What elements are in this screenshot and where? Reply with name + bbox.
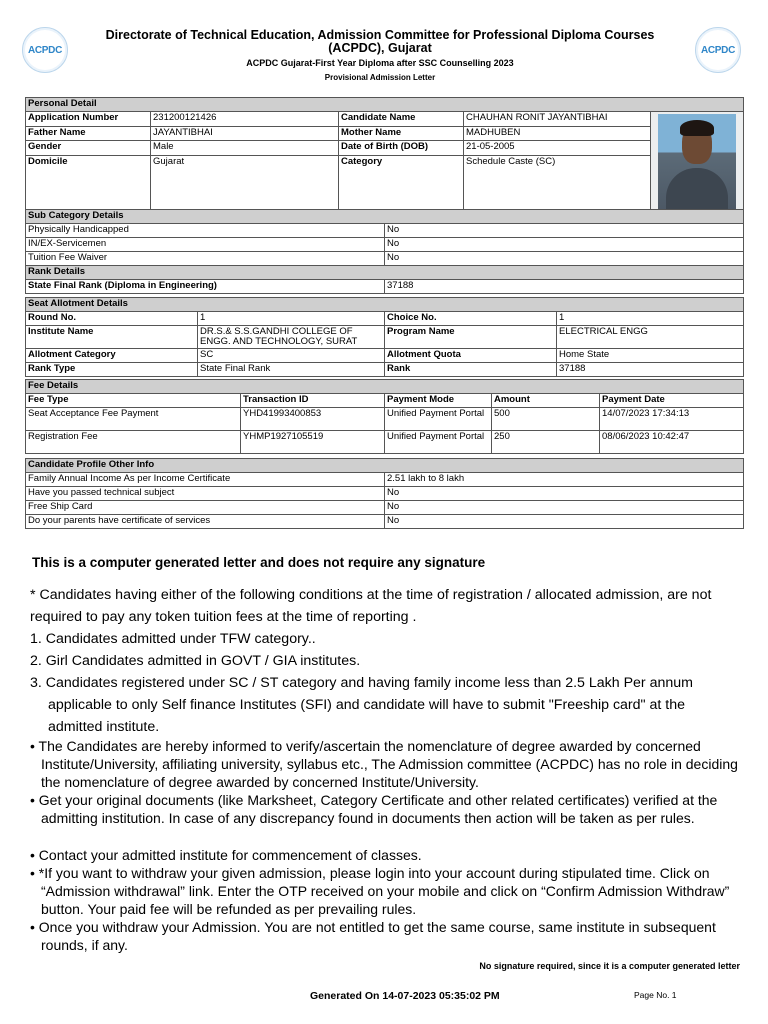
condition-item: 3. Candidates registered under SC / ST category and having family income less than 2.5 Lakh Per annum applicable to only Self finance Institutes (SFI) and candidate will have to submit "Freeship card" at the admitted institute.: [30, 675, 693, 735]
subcategory-table: [25, 209, 744, 294]
bullet-item: • Contact your admitted institute for commencement of classes.: [30, 847, 422, 863]
subcat-value: No: [385, 224, 744, 238]
transaction-id: YHD41993400853: [241, 408, 385, 431]
rank: 37188: [557, 363, 744, 377]
condition-item: 2. Girl Candidates admitted in GOVT / GIA institutes.: [30, 653, 361, 669]
table-row: [26, 431, 744, 454]
footer-no-signature: No signature required, since it is a computer generated letter: [479, 961, 740, 971]
program-name: ELECTRICAL ENGG: [557, 326, 744, 349]
bullet-text: Get your original documents (like Marksheet, Category Certificate and other related certificates) verified at the admitting institution. In case of any discrepancy found in documents then action will be taken as per rules.: [38, 792, 718, 826]
candidate-photo: [658, 114, 736, 210]
section-header: Candidate Profile Other Info: [26, 459, 744, 473]
bullet-text: Once you withdraw your Admission. You are not entitled to get the same course, same institute in subsequent rounds, if any.: [38, 919, 716, 953]
section-header: Fee Details: [26, 380, 744, 394]
application-number: 231200121426: [151, 112, 339, 127]
field-label: Domicile: [26, 156, 151, 211]
bullet-text: *If you want to withdraw your given admission, please login into your account during stipulated time. Click on “Admission withdrawal” link. Enter the OTP received on your mobile and click on “Confirm Admission Withdraw” button. Your paid fee will be refunded as per prevailing rules.: [38, 865, 730, 917]
allotment-category: SC: [198, 349, 385, 363]
transaction-id: YHMP1927105519: [241, 431, 385, 454]
rank-label: State Final Rank (Diploma in Engineering): [26, 280, 385, 294]
round-number: 1: [198, 312, 385, 326]
payment-mode: Unified Payment Portal: [385, 431, 492, 454]
father-name: JAYANTIBHAI: [151, 126, 339, 141]
document-title: Directorate of Technical Education, Admission Committee for Professional Diploma Courses (ACPDC), Gujarat: [105, 28, 655, 55]
seat-allotment-table: [25, 297, 744, 377]
amount: 500: [492, 408, 600, 431]
payment-date: 08/06/2023 10:42:47: [600, 431, 744, 454]
section-header: Seat Allotment Details: [26, 298, 744, 312]
column-header: Amount: [492, 394, 600, 408]
profile-value: No: [385, 487, 744, 501]
profile-label: Family Annual Income As per Income Certificate: [26, 473, 385, 487]
profile-value: No: [385, 515, 744, 529]
field-label: Rank Type: [26, 363, 198, 377]
fee-type: Registration Fee: [26, 431, 241, 454]
bullet-item: • Once you withdraw your Admission. You are not entitled to get the same course, same institute in subsequent rounds, if any.: [30, 919, 716, 953]
section-header: Rank Details: [26, 266, 744, 280]
column-header: Payment Mode: [385, 394, 492, 408]
personal-detail-table: [25, 97, 744, 211]
field-label: Allotment Quota: [385, 349, 557, 363]
field-label: Mother Name: [339, 126, 464, 141]
column-header: Fee Type: [26, 394, 241, 408]
subcat-value: No: [385, 238, 744, 252]
subcat-label: Physically Handicapped: [26, 224, 385, 238]
column-header: Payment Date: [600, 394, 744, 408]
bullet-item: • Get your original documents (like Marksheet, Category Certificate and other related certificates) verified at the admitting institution. In case of any discrepancy found in documents then action will be taken as per rules.: [30, 792, 718, 826]
state-final-rank: 37188: [385, 280, 744, 294]
table-row: [26, 408, 744, 431]
rank-type: State Final Rank: [198, 363, 385, 377]
condition-item: 1. Candidates admitted under TFW category..: [30, 631, 316, 647]
category: Schedule Caste (SC): [464, 156, 651, 211]
token-fee-intro: * Candidates having either of the following conditions at the time of registration / allocated admission, are not required to pay any token tuition fees at the time of reporting .: [30, 587, 712, 625]
generated-timestamp: Generated On 14-07-2023 05:35:02 PM: [310, 990, 500, 1002]
field-label: Allotment Category: [26, 349, 198, 363]
field-label: Application Number: [26, 112, 151, 127]
institute-name: DR.S.& S.S.GANDHI COLLEGE OF ENGG. AND TECHNOLOGY, SURAT: [198, 326, 385, 349]
acpdc-logo-left: ACPDC: [22, 27, 68, 73]
profile-label: Have you passed technical subject: [26, 487, 385, 501]
domicile: Gujarat: [151, 156, 339, 211]
no-signature-notice: This is a computer generated letter and does not require any signature: [32, 555, 486, 570]
acpdc-logo-right: ACPDC: [695, 27, 741, 73]
field-label: Round No.: [26, 312, 198, 326]
field-label: Gender: [26, 141, 151, 156]
gender: Male: [151, 141, 339, 156]
field-label: Program Name: [385, 326, 557, 349]
document-subtitle: ACPDC Gujarat-First Year Diploma after SSC Counselling 2023: [246, 58, 514, 68]
field-label: Date of Birth (DOB): [339, 141, 464, 156]
profile-value: No: [385, 501, 744, 515]
field-label: Choice No.: [385, 312, 557, 326]
payment-mode: Unified Payment Portal: [385, 408, 492, 431]
mother-name: MADHUBEN: [464, 126, 651, 141]
profile-value: 2.51 lakh to 8 lakh: [385, 473, 744, 487]
bullet-text: Contact your admitted institute for commencement of classes.: [38, 847, 422, 863]
choice-number: 1: [557, 312, 744, 326]
candidate-name: CHAUHAN RONIT JAYANTIBHAI: [464, 112, 651, 127]
field-label: Category: [339, 156, 464, 211]
fee-type: Seat Acceptance Fee Payment: [26, 408, 241, 431]
field-label: Institute Name: [26, 326, 198, 349]
amount: 250: [492, 431, 600, 454]
subcat-value: No: [385, 252, 744, 266]
profile-label: Free Ship Card: [26, 501, 385, 515]
letter-title: Provisional Admission Letter: [324, 73, 436, 82]
field-label: Father Name: [26, 126, 151, 141]
field-label: Rank: [385, 363, 557, 377]
bullet-item: • *If you want to withdraw your given admission, please login into your account during stipulated time. Click on “Admission withdrawal” link. Enter the OTP received on your mobile and click on “Confirm Admission Withdraw” button. Your paid fee will be refunded as per prevailing rules.: [30, 865, 730, 917]
section-header: Personal Detail: [26, 98, 744, 112]
payment-date: 14/07/2023 17:34:13: [600, 408, 744, 431]
bullet-item: • The Candidates are hereby informed to verify/ascertain the nomenclature of degree awarded by concerned Institute/University, affiliating university, syllabus etc., The Admission committee (ACPDC) has no role in deciding the nomenclature of degree awarded by concerned Institute/University.: [30, 738, 738, 790]
bullet-text: The Candidates are hereby informed to verify/ascertain the nomenclature of degree awarded by concerned Institute/University, affiliating university, syllabus etc., The Admission committee (ACPDC) has no role in deciding the nomenclature of degree awarded by concerned Institute/University.: [38, 738, 738, 790]
page-number: Page No. 1: [634, 990, 677, 1000]
photo-cell: [651, 112, 744, 211]
subcat-label: IN/EX-Servicemen: [26, 238, 385, 252]
subcat-label: Tuition Fee Waiver: [26, 252, 385, 266]
fee-details-table: [25, 379, 744, 454]
profile-label: Do your parents have certificate of services: [26, 515, 385, 529]
field-label: Candidate Name: [339, 112, 464, 127]
profile-info-table: [25, 458, 744, 529]
allotment-quota: Home State: [557, 349, 744, 363]
date-of-birth: 21-05-2005: [464, 141, 651, 156]
section-header: Sub Category Details: [26, 210, 744, 224]
column-header: Transaction ID: [241, 394, 385, 408]
